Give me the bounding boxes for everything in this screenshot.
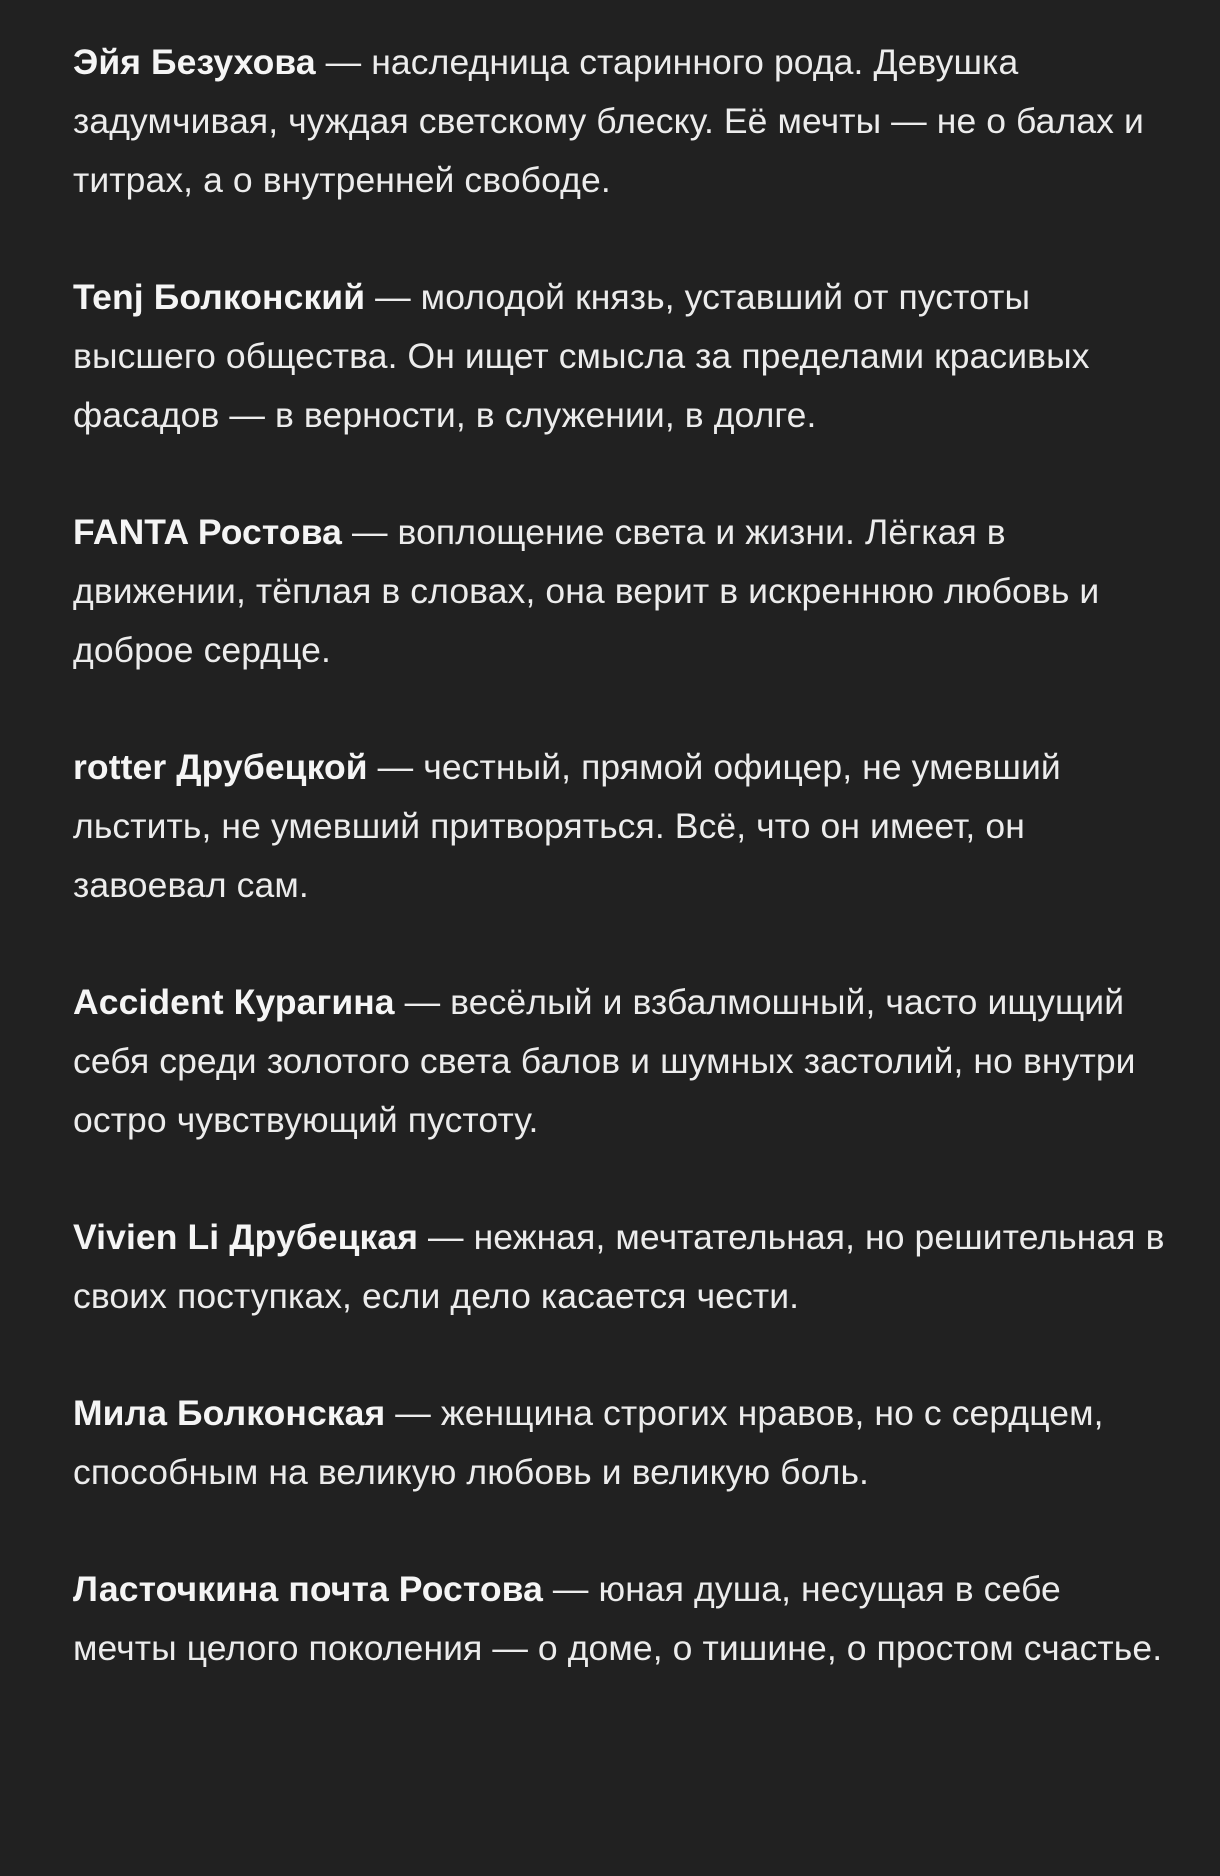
character-text: — воплощение света и жизни. Лёгкая в движении, тёплая в словах, она верит в искреннюю любовь и доброе сердце. (73, 512, 1100, 670)
character-text: — нежная, мечтательная, но решительная в своих поступках, если дело касается чести. (73, 1217, 1165, 1316)
character-name: Vivien Li Друбецкая (73, 1217, 419, 1257)
character-text: — честный, прямой офицер, не умевший льстить, не умевший притворяться. Всё, что он имеет, он завоевал сам. (73, 747, 1061, 905)
character-text: — женщина строгих нравов, но с сердцем, способным на великую любовь и великую боль. (73, 1393, 1104, 1492)
character-name: Ласточкина почта Ростова (73, 1569, 543, 1609)
character-text: — весёлый и взбалмошный, часто ищущий себя среди золотого света балов и шумных застолий, но внутри остро чувствующий пустоту. (73, 982, 1136, 1140)
character-name: Эйя Безухова (73, 42, 316, 82)
character-text: — наследница старинного рода. Девушка задумчивая, чуждая светскому блеску. Её мечты — не о балах и титрах, а о внутренней свободе. (73, 42, 1144, 200)
character-description (73, 973, 1173, 1150)
character-name: Accident Курагина (73, 982, 395, 1022)
character-description (73, 1384, 1173, 1502)
character-name: Мила Болконская (73, 1393, 386, 1433)
character-description (73, 268, 1173, 445)
character-list (73, 33, 1173, 1736)
character-text: — молодой князь, уставший от пустоты высшего общества. Он ищет смысла за пределами красивых фасадов — в верности, в служении, в долге. (73, 277, 1090, 435)
character-description (73, 33, 1173, 210)
character-description (73, 1560, 1173, 1678)
character-text: — юная душа, несущая в себе мечты целого поколения — о доме, о тишине, о простом счастье. (73, 1569, 1163, 1668)
character-name: Tenj Болконский (73, 277, 366, 317)
character-description (73, 1208, 1173, 1326)
character-description (73, 503, 1173, 680)
character-name: FANTA Ростова (73, 512, 342, 552)
character-description (73, 738, 1173, 915)
character-name: rotter Друбецкой (73, 747, 368, 787)
